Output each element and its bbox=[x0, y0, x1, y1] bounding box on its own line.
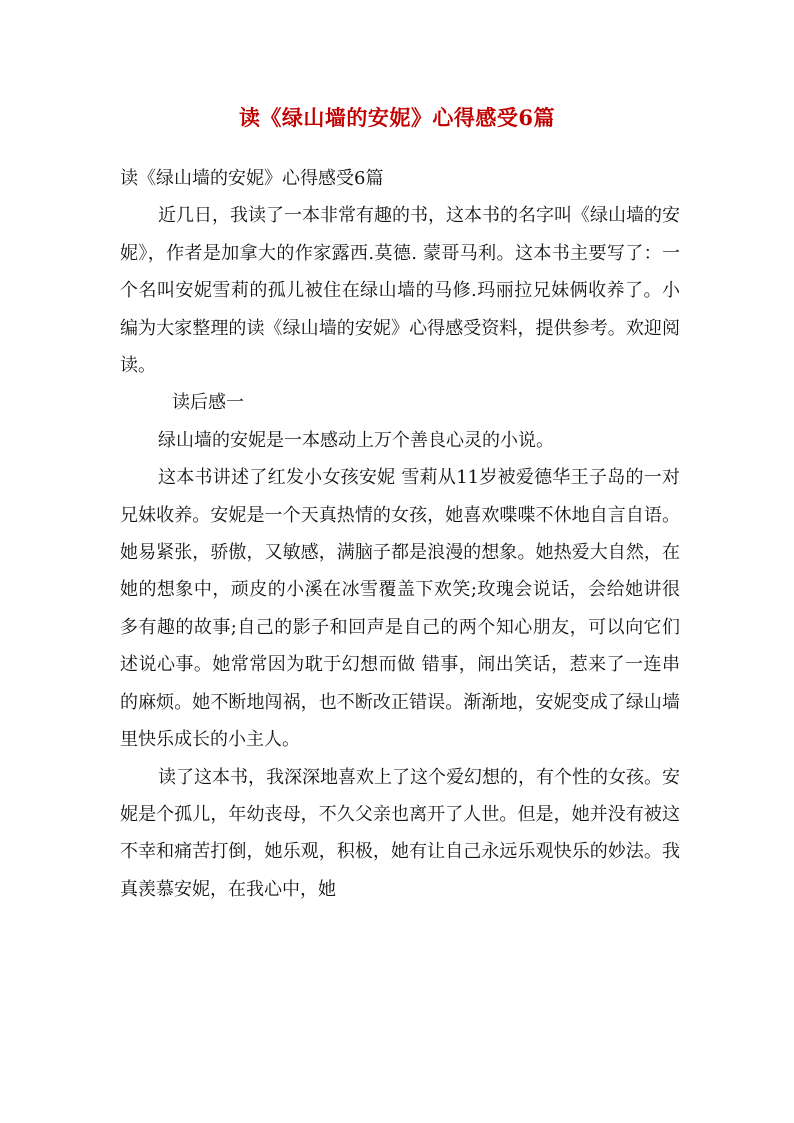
subtitle-paragraph: 读《绿山墙的安妮》心得感受6篇 bbox=[120, 168, 384, 189]
body-paragraph: 绿山墙的安妮是一本感动上万个善良心灵的小说。 bbox=[158, 429, 554, 451]
section-heading: 读后感一 bbox=[172, 392, 244, 414]
body-paragraph: 读了这本书，我深深地喜欢上了这个爱幻想的，有个性的女孩。安妮是个孤儿，年幼丧母，不久父亲也离开了人世。但是，她并没有被这不幸和痛苦打倒，她乐观，积极，她有让自己永远乐观快乐的妙法。我真羡慕安妮，在我心中，她 bbox=[120, 766, 680, 900]
intro-paragraph: 近几日，我读了一本非常有趣的书，这本书的名字叫《绿山墙的安妮》，作者是加拿大的作家露西.莫德. 蒙哥马利。这本书主要写了：一个名叫安妮雪莉的孤儿被住在绿山墙的马修.玛丽拉兄妹俩收养了。小编为大家整理的读《绿山墙的安妮》心得感受资料，提供参考。欢迎阅读。 bbox=[120, 205, 680, 377]
body-paragraph: 这本书讲述了红发小女孩安妮 雪莉从11岁被爱德华王子岛的一对兄妹收养。安妮是一个天真热情的女孩，她喜欢喋喋不休地自言自语。她易紧张，骄傲，又敏感，满脑子都是浪漫的想象。她热爱大自然，在她的想象中，顽皮的小溪在冰雪覆盖下欢笑;玫瑰会说话，会给她讲很多有趣的故事;自己的影子和回声是自己的两个知心朋友，可以向它们述说心事。她常常因为耽于幻想而做 错事，闹出笑话，惹来了一连串的麻烦。她不断地闯祸，也不断改正错误。渐渐地，安妮变成了绿山墙里快乐成长的小主人。 bbox=[120, 467, 680, 751]
document-body bbox=[120, 160, 680, 908]
document-title: 读《绿山墙的安妮》心得感受6篇 bbox=[238, 105, 556, 130]
